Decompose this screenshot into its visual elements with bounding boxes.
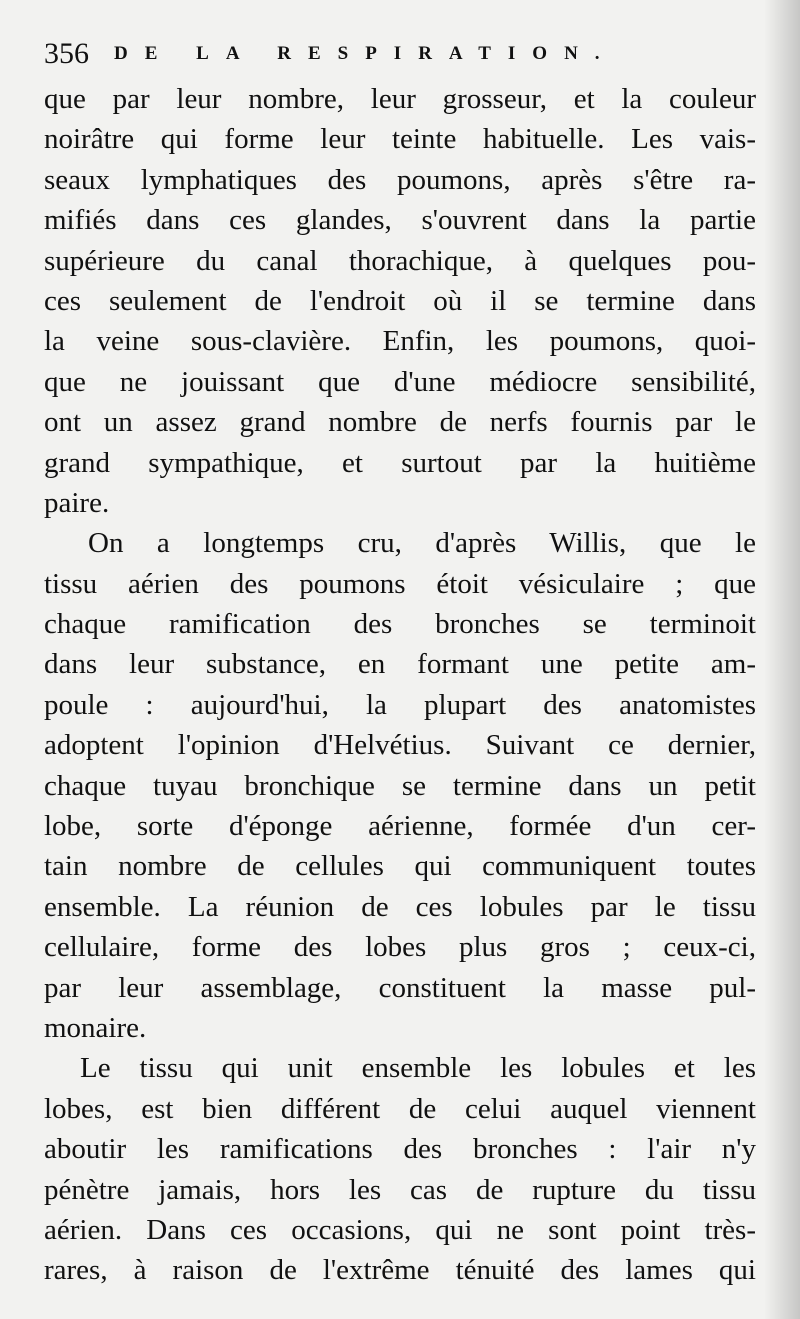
page-number: 356 — [44, 37, 89, 70]
text-line: poule : aujourd'hui, la plupart des anatomistes — [44, 688, 756, 721]
text-line: lobes, est bien différent de celui auquel viennent — [44, 1092, 756, 1125]
text-line: que par leur nombre, leur grosseur, et la couleur — [44, 83, 756, 115]
running-title: DE LA RESPIRATION. — [114, 43, 617, 64]
text-line: ont un assez grand nombre de nerfs fournis par le — [44, 406, 756, 439]
text-line: chaque tuyau bronchique se termine dans un petit — [44, 769, 756, 802]
text-line: lobe, sorte d'éponge aérienne, formée d'un cer- — [44, 810, 756, 843]
running-head — [44, 34, 764, 74]
text-line: cellulaire, forme des lobes plus gros ; ceux-ci, — [44, 931, 756, 964]
text-line: aérien. Dans ces occasions, qui ne sont point très- — [44, 1213, 756, 1246]
text-line: Le tissu qui unit ensemble les lobules et les — [80, 1052, 756, 1085]
text-line: aboutir les ramifications des bronches : l'air n'y — [44, 1133, 756, 1166]
text-line: pénètre jamais, hors les cas de rupture du tissu — [44, 1173, 756, 1206]
text-line: grand sympathique, et surtout par la huitième — [44, 446, 756, 479]
text-line: que ne jouissant que d'une médiocre sensibilité, — [44, 365, 756, 398]
text-line: la veine sous-clavière. Enfin, les poumons, quoi- — [44, 325, 756, 358]
text-line: supérieure du canal thorachique, à quelques pou- — [44, 244, 756, 277]
text-line: ensemble. La réunion de ces lobules par le tissu — [44, 890, 756, 923]
text-line: ces seulement de l'endroit où il se termine dans — [44, 284, 756, 317]
text-line: chaque ramification des bronches se terminoit — [44, 608, 756, 641]
text-line: rares, à raison de l'extrême ténuité des lames qui — [44, 1254, 756, 1287]
text-line: tain nombre de cellules qui communiquent toutes — [44, 850, 756, 883]
text-line: monaire. — [44, 1011, 147, 1044]
page-edge-shadow — [764, 0, 800, 1319]
paragraph — [44, 523, 756, 1048]
text-line: seaux lymphatiques des poumons, après s'être ra- — [44, 163, 756, 196]
text-line: mifiés dans ces glandes, s'ouvrent dans la partie — [44, 204, 756, 237]
paragraph — [44, 1048, 756, 1290]
text-line: tissu aérien des poumons étoit vésiculaire ; que — [44, 567, 756, 600]
text-line: paire. — [44, 486, 110, 519]
text-line: par leur assemblage, constituent la masse pul- — [44, 971, 756, 1004]
text-line: adoptent l'opinion d'Helvétius. Suivant ce dernier, — [44, 729, 756, 762]
text-line: dans leur substance, en formant une petite am- — [44, 648, 756, 681]
paragraph — [44, 79, 756, 523]
text-line: noirâtre qui forme leur teinte habituelle. Les vais- — [44, 123, 756, 156]
text-line: On a longtemps cru, d'après Willis, que le — [88, 527, 756, 560]
body-text — [44, 79, 756, 1291]
